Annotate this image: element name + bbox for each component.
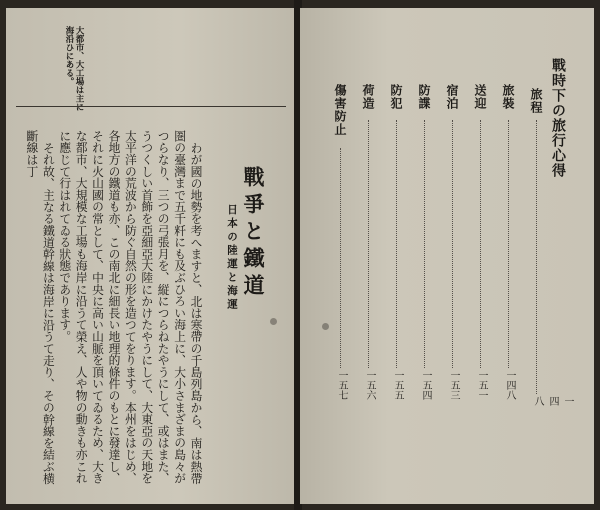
- toc-item: [444, 66, 462, 406]
- margin-note-line-1: 大都市、大工場は主に: [74, 26, 84, 111]
- toc-item-page-number: 一五六: [364, 370, 375, 400]
- toc-item: [416, 66, 434, 406]
- paragraph-2: それ故、主なる鐵道幹線は海岸に沿うて走り、その幹線を結ぶ横斷線は丁: [24, 130, 56, 484]
- toc-item-page-number: 一五七: [336, 370, 347, 400]
- toc-leader-dots: [340, 148, 341, 368]
- toc-item-label: 傷害防止: [333, 84, 347, 136]
- toc-item-label: 宿泊: [445, 84, 459, 110]
- toc-item-page-number: 一五一: [476, 370, 487, 400]
- toc-leader-dots: [536, 120, 537, 394]
- page-smudge: [322, 323, 329, 330]
- toc-item-page-number: 一五五: [392, 370, 403, 400]
- toc-title: 戰時下の旅行心得: [550, 58, 566, 178]
- margin-note: [64, 26, 84, 111]
- left-page: [6, 8, 296, 504]
- toc-item-label: 荷造: [361, 84, 375, 110]
- toc-leader-dots: [396, 120, 397, 368]
- page-smudge: [270, 318, 277, 325]
- toc-item-page-number: 一五三: [448, 370, 459, 400]
- toc-item: [360, 66, 378, 406]
- chapter-title: 戰爭と鐵道: [241, 166, 266, 301]
- toc-item: [472, 66, 490, 406]
- right-page: [300, 8, 594, 504]
- toc-leader-dots: [452, 120, 453, 368]
- toc-item-page-number: 一四八: [532, 396, 573, 406]
- toc-item: [388, 66, 406, 406]
- toc-item-page-number: 一四八: [504, 370, 515, 400]
- toc-leader-dots: [480, 120, 481, 368]
- toc-item: [332, 66, 350, 406]
- margin-note-rule: [16, 106, 286, 107]
- toc-item-page-number: 一五四: [420, 370, 431, 400]
- toc-item-label: 旅裝: [501, 84, 515, 110]
- toc-leader-dots: [424, 120, 425, 368]
- toc-item-label: 送迎: [473, 84, 487, 110]
- toc-leader-dots: [508, 120, 509, 368]
- chapter-subtitle: 日本の陸運と海運: [226, 204, 238, 312]
- body-text: [24, 130, 204, 490]
- toc-item-label: 防犯: [389, 84, 403, 110]
- toc-item-label: 旅程: [529, 88, 543, 114]
- toc-leader-dots: [368, 120, 369, 368]
- toc-item-label: 防諜: [417, 84, 431, 110]
- paragraph-1: わが國の地勢を考へますと、北は寒帶の千島列島から、南は熱帶圏の臺灣まで五千粁にも及ぶひろい海上に、大小さまざまの島々がつらなり、三つの弓張月を、縦につらねたやうにして、或はまた、うつくしい首飾を亞細亞大陸にかけたやうにして、大東亞の天地を太平洋の荒波から防ぐ自然の形を造つてをります。本州をはじめ、各地方の鐵道も亦、この南北に細長い地理的條件のもとに發達し、それに火山國の常として、中央に高い山脈を頂いてゐるため、大きな都市、大規模な工場も海岸に沿うて榮え、人や物の動きも亦これに應じて行はれてゐる狀態であります。: [57, 130, 203, 484]
- toc-item: [500, 66, 518, 406]
- margin-note-line-2: 海沿ひにある。: [64, 26, 74, 86]
